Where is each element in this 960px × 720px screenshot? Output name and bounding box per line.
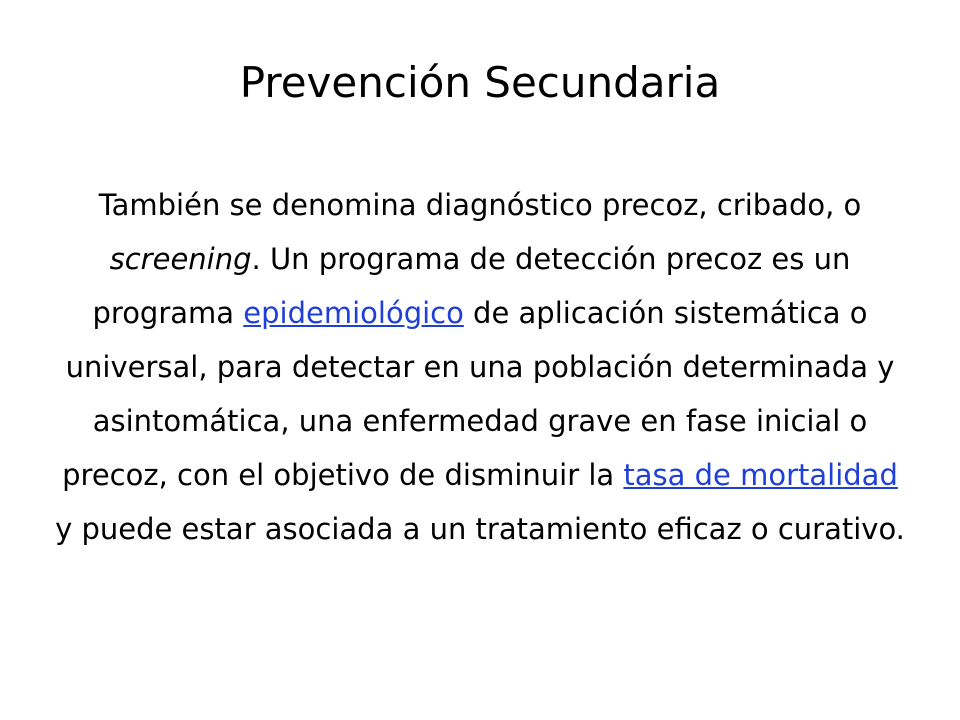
slide-body-text xyxy=(50,178,910,556)
body-text-segment-2: . Un programa de detección precoz es un programa xyxy=(92,242,851,330)
link-epidemiologico[interactable]: epidemiológico xyxy=(243,296,464,330)
body-text-segment-3: de aplicación sistemática o universal, para detectar en una población determinada y asintomática, una enfermedad grave en fase inicial o precoz, con el objetivo de disminuir la xyxy=(62,296,895,492)
slide-title: Prevención Secundaria xyxy=(239,58,721,107)
body-text-segment-4: y puede estar asociada a un tratamiento eficaz o curativo. xyxy=(55,512,905,546)
italic-term-screening: screening xyxy=(109,242,252,276)
link-tasa-de-mortalidad[interactable]: tasa de mortalidad xyxy=(623,458,898,492)
body-text-segment-1: También se denomina diagnóstico precoz, cribado, o xyxy=(98,188,862,222)
